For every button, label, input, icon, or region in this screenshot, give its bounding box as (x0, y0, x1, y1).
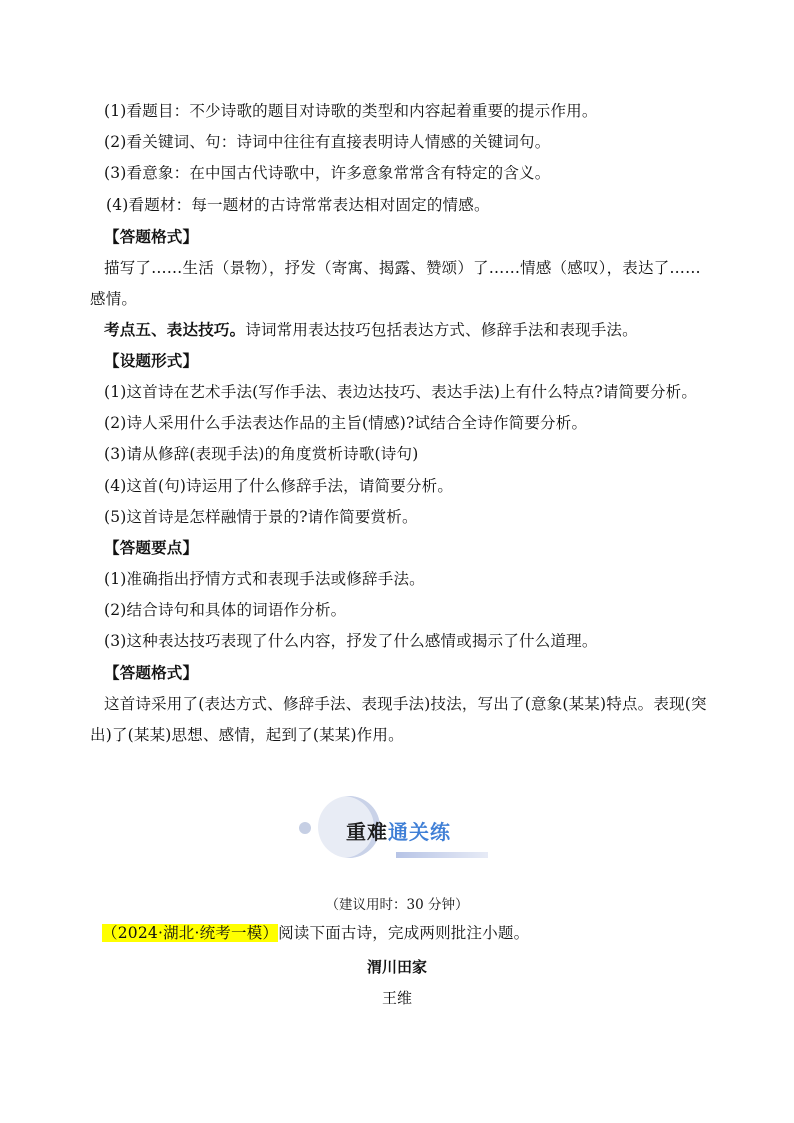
banner-title (346, 816, 451, 845)
banner-title-part1: 重难 (346, 820, 388, 844)
answer-point-1: (1)准确指出抒情方式和表现手法或修辞手法。 (104, 570, 425, 588)
exercise-intro (102, 923, 529, 943)
point-five-text: 诗词常用表达技巧包括表达方式、修辞手法和表现手法。 (245, 321, 638, 339)
poem-title: 渭川田家 (366, 958, 427, 976)
question-form-1: (1)这首诗在艺术手法(写作手法、表边达技巧、表达手法)上有什么特点?请简要分析。 (104, 383, 698, 401)
exercise-source-highlight: （2024·湖北·统考一模） (102, 924, 279, 942)
suggested-time: （建议用时：30 分钟） (325, 897, 469, 913)
poem-author: 王维 (381, 989, 412, 1007)
answer-point-3: (3)这种表达技巧表现了什么内容，抒发了什么感情或揭示了什么道理。 (104, 632, 598, 650)
banner-dot-decoration (299, 822, 311, 834)
question-form-5: (5)这首诗是怎样融情于景的?请作简要赏析。 (104, 508, 418, 526)
answer-format-2-line-1: 这首诗采用了(表达方式、修辞手法、表现手法)技法，写出了(意象(某某)特点。表现(突 (104, 695, 707, 713)
point-five-line (104, 320, 638, 340)
answer-format-line-2: 感情。 (90, 290, 138, 308)
method-item-1: (1)看题目：不少诗歌的题目对诗歌的类型和内容起着重要的提示作用。 (104, 102, 598, 120)
method-item-4: (4)看题材：每一题材的古诗常常表达相对固定的情感。 (106, 196, 490, 214)
question-form-3: (3)请从修辞(表现手法)的角度赏析诗歌(诗句) (104, 445, 419, 463)
method-item-2: (2)看关键词、句：诗词中往往有直接表明诗人情感的关键词句。 (104, 133, 551, 151)
answer-format-2-line-2: 出)了(某某)思想、感情，起到了(某某)作用。 (90, 726, 404, 744)
question-form-2: (2)诗人采用什么手法表达作品的主旨(情感)?试结合全诗作简要分析。 (104, 414, 588, 432)
question-forms-heading: 【设题形式】 (104, 351, 199, 370)
point-five-title: 考点五、表达技巧。 (104, 320, 246, 339)
answer-point-2: (2)结合诗句和具体的词语作分析。 (104, 601, 347, 619)
answer-format-line-1: 描写了……生活（景物），抒发（寄寓、揭露、赞颂）了……情感（感叹），表达了…… (104, 259, 701, 277)
answer-format-heading: 【答题格式】 (104, 227, 199, 246)
banner-title-part2: 通关练 (388, 820, 451, 844)
answer-format-2-heading: 【答题格式】 (104, 663, 199, 682)
answer-points-heading: 【答题要点】 (104, 538, 199, 557)
banner-underline-decoration (396, 852, 488, 858)
method-item-3: (3)看意象：在中国古代诗歌中，许多意象常常含有特定的含义。 (104, 164, 551, 182)
exercise-instruction: 阅读下面古诗，完成两则批注小题。 (278, 924, 530, 942)
section-banner (296, 796, 496, 862)
question-form-4: (4)这首(句)诗运用了什么修辞手法，请简要分析。 (104, 477, 454, 495)
